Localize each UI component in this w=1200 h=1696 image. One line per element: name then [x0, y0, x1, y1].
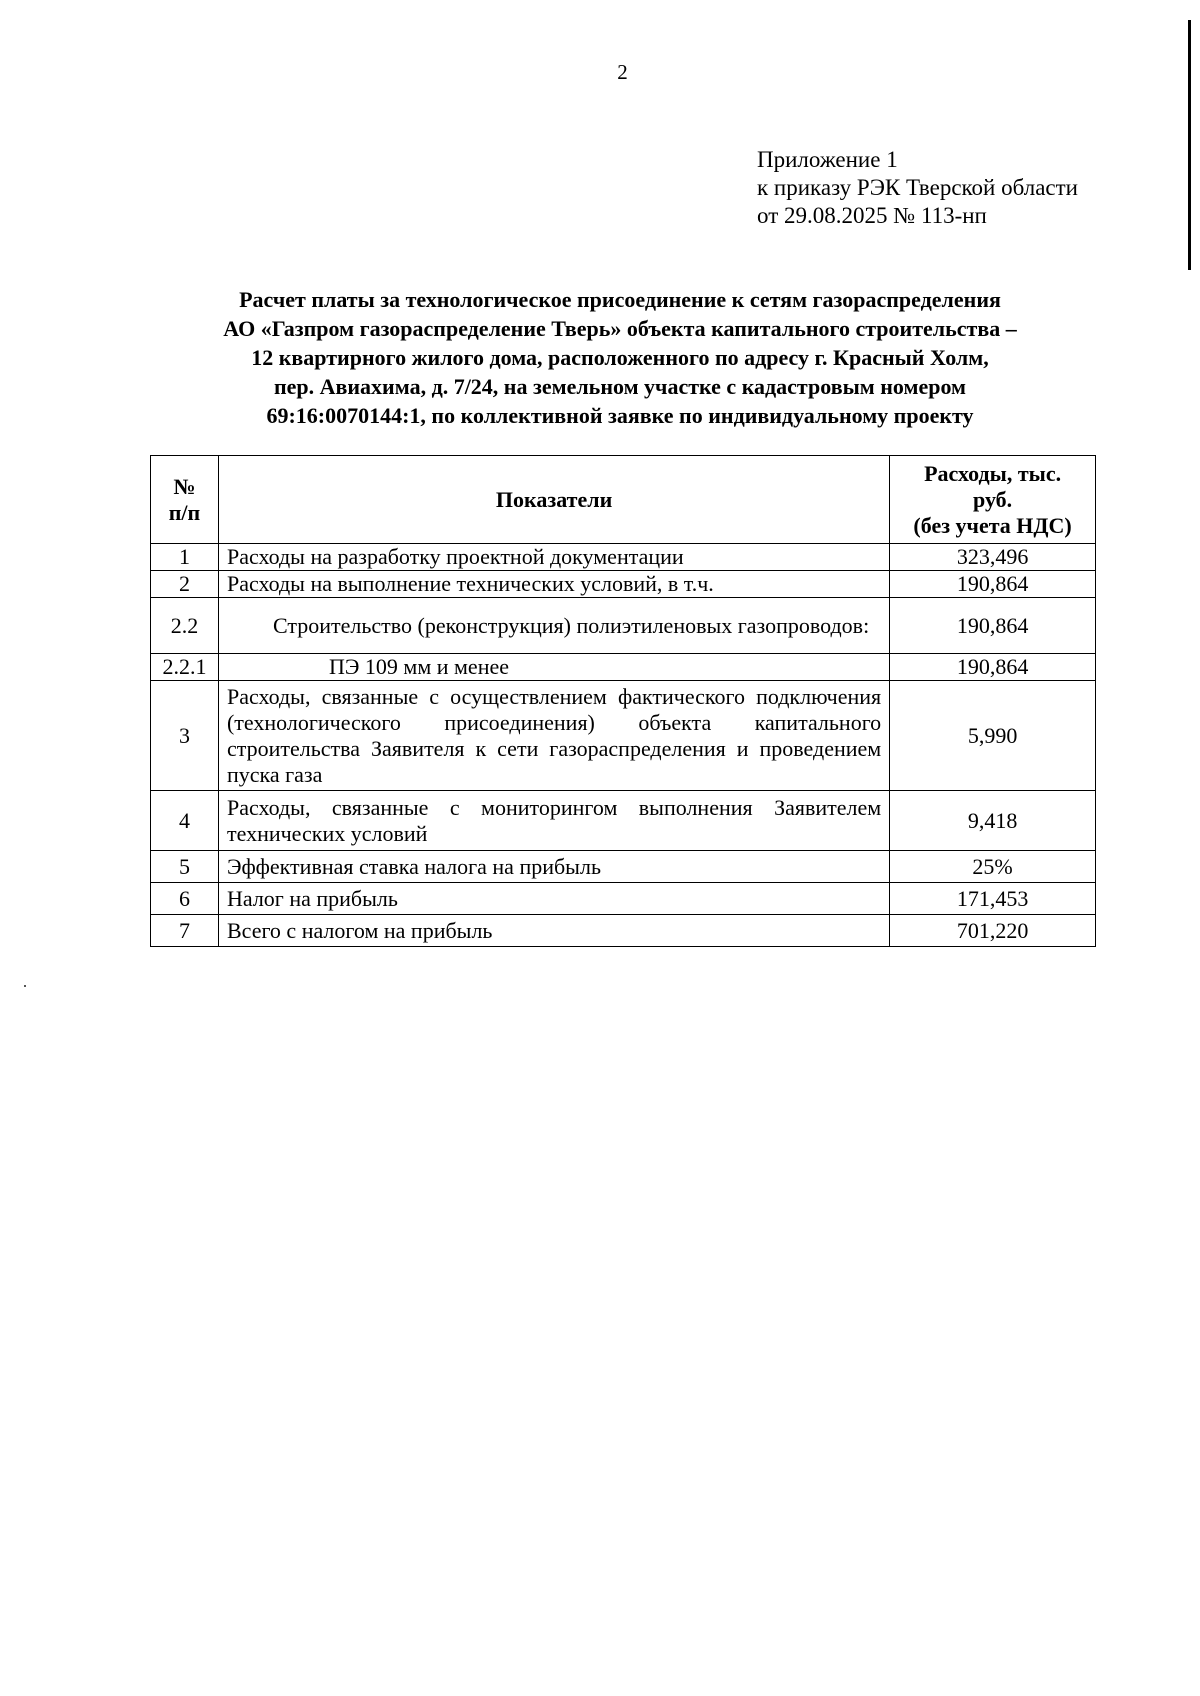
header-num: [151, 456, 219, 544]
row-num: 2.2.1: [151, 654, 219, 681]
header-num-line: №: [173, 473, 196, 499]
scan-speck: [24, 985, 26, 987]
row-label: Эффективная ставка налога на прибыль: [218, 851, 889, 883]
header-cost: [890, 456, 1096, 544]
row-label: Всего с налогом на прибыль: [218, 915, 889, 947]
appendix-line: от 29.08.2025 № 113-нп: [757, 203, 987, 228]
row-value: 5,990: [890, 681, 1096, 791]
page-number: 2: [617, 60, 628, 84]
row-value: 25%: [890, 851, 1096, 883]
scan-edge-line: [1188, 20, 1191, 270]
row-value: 9,418: [890, 791, 1096, 851]
cost-table: [150, 455, 1096, 947]
header-indicator: Показатели: [218, 456, 889, 544]
row-num: 6: [151, 883, 219, 915]
row-num: 4: [151, 791, 219, 851]
title-line: Расчет платы за технологическое присоединение к сетям газораспределения: [239, 287, 1001, 312]
row-value: 701,220: [890, 915, 1096, 947]
title-line: АО «Газпром газораспределение Тверь» объекта капитального строительства –: [223, 316, 1017, 341]
row-label: Расходы, связанные с осуществлением фактического подключения (технологического присоединения) объекта капитального строительства Заявителя к сети газораспределения и проведением пуска газа: [218, 681, 889, 791]
row-value: 171,453: [890, 883, 1096, 915]
row-label: ПЭ 109 мм и менее: [218, 654, 889, 681]
row-value: 323,496: [890, 544, 1096, 571]
row-label: Налог на прибыль: [218, 883, 889, 915]
table-header-row: [151, 456, 1096, 544]
table-row: [151, 598, 1096, 654]
header-num-line: п/п: [168, 499, 201, 525]
title-line: 12 квартирного жилого дома, расположенного по адресу г. Красный Холм,: [251, 345, 989, 370]
row-label: Расходы, связанные с мониторингом выполнения Заявителем технических условий: [218, 791, 889, 851]
appendix-line: к приказу РЭК Тверской области: [757, 175, 1078, 200]
row-label: Расходы на выполнение технических условий, в т.ч.: [218, 571, 889, 598]
row-label: Строительство (реконструкция) полиэтиленовых газопроводов:: [218, 598, 889, 654]
table-row: [151, 791, 1096, 851]
table-row: [151, 681, 1096, 791]
title-line: пер. Авиахима, д. 7/24, на земельном участке с кадастровым номером: [273, 374, 967, 399]
row-value: 190,864: [890, 571, 1096, 598]
row-num: 2: [151, 571, 219, 598]
row-label: Расходы на разработку проектной документации: [218, 544, 889, 571]
row-num: 2.2: [151, 598, 219, 654]
row-num: 5: [151, 851, 219, 883]
table-row: [151, 571, 1096, 598]
row-num: 3: [151, 681, 219, 791]
table-row: [151, 915, 1096, 947]
row-value: 190,864: [890, 598, 1096, 654]
document-title: [150, 285, 1090, 430]
table-row: [151, 851, 1096, 883]
row-num: 1: [151, 544, 219, 571]
appendix-line: Приложение 1: [757, 147, 898, 172]
header-cost-line: руб.: [973, 486, 1013, 512]
title-line: 69:16:0070144:1, по коллективной заявке по индивидуальному проекту: [266, 403, 974, 428]
row-value: 190,864: [890, 654, 1096, 681]
appendix-reference: [757, 146, 1078, 230]
row-num: 7: [151, 915, 219, 947]
header-cost-line: Расходы, тыс.: [924, 460, 1062, 486]
table-row: [151, 654, 1096, 681]
table-row: [151, 883, 1096, 915]
header-cost-line: (без учета НДС): [913, 512, 1072, 538]
table-row: [151, 544, 1096, 571]
